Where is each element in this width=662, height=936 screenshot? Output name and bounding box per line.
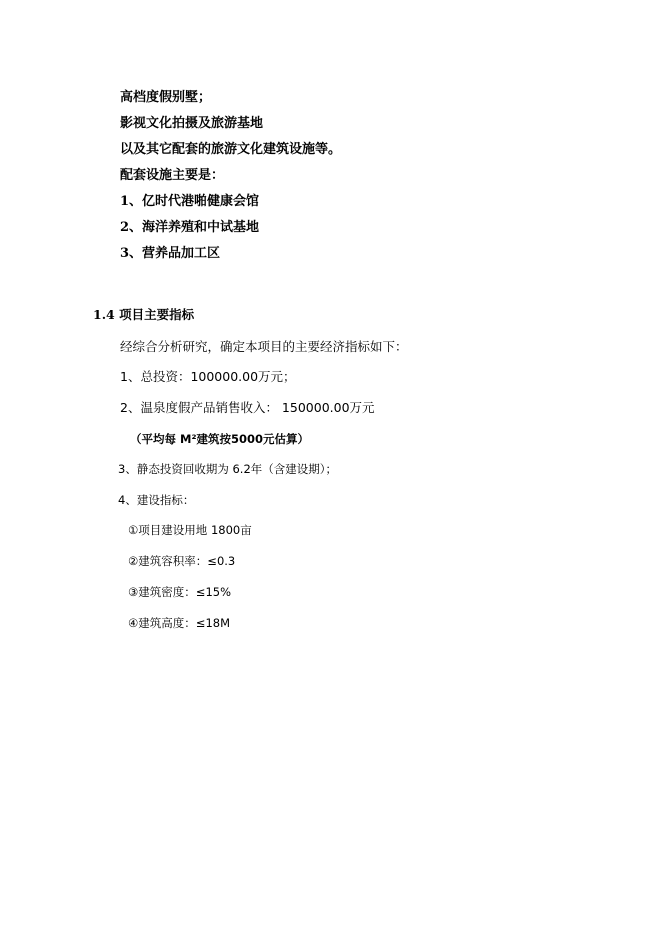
indicator-land-use: ①项目建设用地 1800亩 (128, 523, 252, 537)
indicator-construction-header: 4、建设指标： (118, 493, 195, 507)
intro-line-1: 高档度假别墅； (120, 90, 212, 105)
indicator-payback-period: 3、静态投资回收期为 6.2年（含建设期）； (118, 462, 338, 476)
indicator-building-density: ③建筑密度：≤15% (128, 585, 232, 599)
indicator-total-investment: 1、总投资：100000.00万元； (120, 369, 296, 384)
indicator-sales-revenue: 2、温泉度假产品销售收入： 150000.00万元 (120, 400, 375, 415)
intro-line-2: 影视文化拍摄及旅游基地 (120, 116, 264, 131)
indicator-floor-area-ratio: ②建筑容积率：≤0.3 (128, 554, 236, 568)
section-lead: 经综合分析研究，确定本项目的主要经济指标如下： (120, 339, 408, 354)
intro-line-7: 3、营养品加工区 (120, 246, 221, 261)
intro-line-3: 以及其它配套的旅游文化建筑设施等。 (120, 142, 342, 157)
intro-line-6: 2、海洋养殖和中试基地 (120, 220, 260, 235)
section-heading: 1.4 项目主要指标 (93, 307, 195, 322)
intro-line-4: 配套设施主要是： (120, 168, 225, 183)
indicator-sales-note: （平均每 M²建筑按5000元估算） (130, 432, 309, 446)
intro-line-5: 1、亿时代港啪健康会馆 (120, 194, 260, 209)
indicator-building-height: ④建筑高度：≤18M (128, 616, 231, 630)
